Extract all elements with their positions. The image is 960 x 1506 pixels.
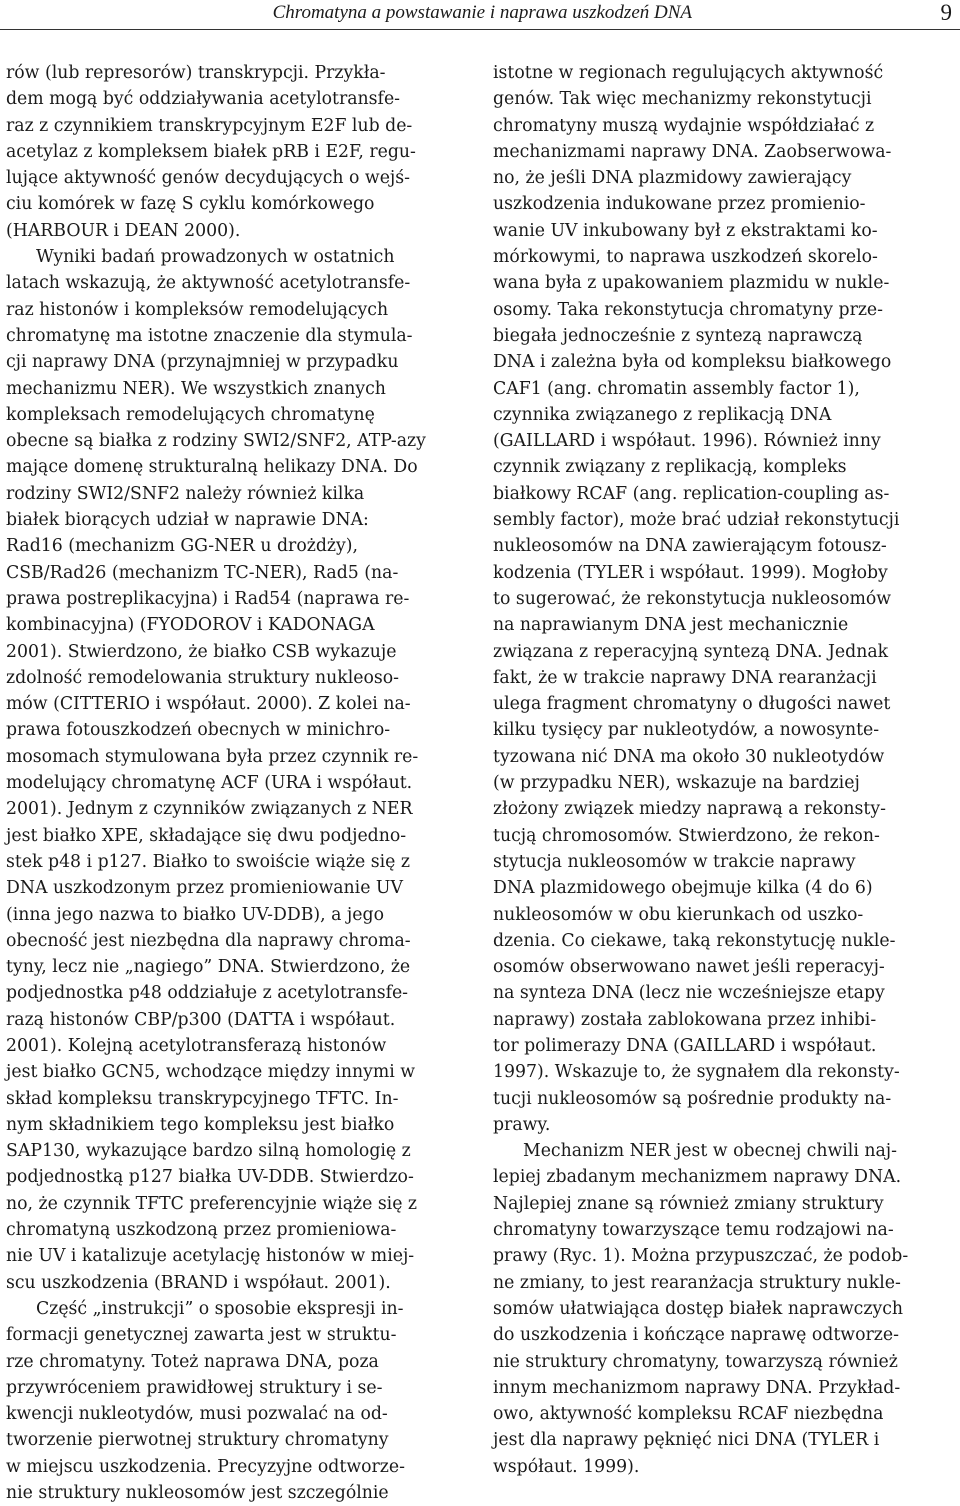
left-paragraph-3: Część „instrukcji” o sposobie ekspresji in- formacji genetycznej zawarta jest w struktu- rze chromatyny. Toteż naprawa DNA, poza przywróceniem prawidłowej struktury i se- kwencji nukleotydów, musi pozwalać na od- tworzenie pierwotnej struktury chromatyny w miejscu uszkodzenia. Precyzyjne odtworze- nie struktury nukleosomów jest szczególnie — [6, 1298, 405, 1504]
right-paragraph-1: istotne w regionach regulujących aktywność genów. Tak więc mechanizmy rekonstytucji chromatyny muszą wydajnie współdziałać z mechanizmami naprawy DNA. Zaobserwowa- no, że jeśli DNA plazmidowy zawierający uszkodzenia indukowane przez promienio- wanie UV inkubowany był z ekstraktami ko- mórkowymi, to naprawa uszkodzeń skorelo- wana była z upakowaniem plazmidu w nukle- osomy. Taka rekonstytucja chromatyny prze- biegała jednocześnie z syntezą naprawczą DNA i zależna była od kompleksu białkowego CAF1 (ang. chromatin assembly factor 1), czynnika związanego z replikacją DNA (GAILLARD i współaut. 1996). Również inny czynnik związany z replikacją, kompleks białkowy RCAF (ang. replication-coupling as- sembly factor), może brać udział rekonstytucji nukleosomów na DNA zawierającym fotousz- kodzenia (TYLER i współaut. 1999). Mogłoby to sugerować, że rekonstytucja nukleosomów na naprawianym DNA jest mechanicznie związana z reperacyjną syntezą DNA. Jednak fakt, że w trakcie naprawy DNA rearanżacji ulega fragment chromatyny o długości nawet kilku tysięcy par nukleotydów, a nowosynte- tyzowana nić DNA ma około 30 nukleotydów (w przypadku NER), wskazuje na bardziej złożony związek miedzy naprawą a rekonsty- tucją chromosomów. Stwierdzono, że rekon- stytucja nukleosomów w trakcie naprawy DNA plazmidowego obejmuje kilka (4 do 6) nukleosomów w obu kierunkach od uszko- dzenia. Co ciekawe, taką rekonstytucję nukle- osomów obserwowano nawet jeśli reperacyj- na synteza DNA (lecz nie wcześniejsze etapy naprawy) została zablokowana przez inhibi- tor polimerazy DNA (GAILLARD i współaut. 1997). Wskazuje to, że sygnałem dla rekonsty- tucji nukleosomów są pośrednie produkty na- prawy. — [493, 63, 900, 1135]
page-number: 9 — [940, 0, 952, 25]
running-header — [0, 0, 960, 34]
header-rule — [0, 29, 960, 30]
left-column — [6, 60, 468, 1506]
left-paragraph-2: Wyniki badań prowadzonych w ostatnich latach wskazują, że aktywność acetylotransfe- raz histonów i kompleksów remodelujących chromatynę ma istotne znaczenie dla stymula- cji naprawy DNA (przynajmniej w przypadku mechanizmu NER). We wszystkich znanych kompleksach remodelujących chromatynę obecne są białka z rodziny SWI2/SNF2, ATP-azy mające domenę strukturalną helikazy DNA. Do rodziny SWI2/SNF2 należy również kilka białek biorących udział w naprawie DNA: Rad16 (mechanizm GG-NER u drożdży), CSB/Rad26 (mechanizm TC-NER), Rad5 (na- prawa postreplikacyjna) i Rad54 (naprawa re- kombinacyjna) (FYODOROV i KADONAGA 2001). Stwierdzono, że białko CSB wykazuje zdolność remodelowania struktury nukleoso- mów (CITTERIO i współaut. 2000). Z kolei na- prawa fotouszkodzeń obecnych w minichro- mosomach stymulowana była przez czynnik re- modelujący chromatynę ACF (URA i współaut. 2001). Jednym z czynników związanych z NER jest białko XPE, składające się dwu podjedno- stek p48 i p127. Białko to swoiście wiąże się z DNA uszkodzonym przez promieniowanie UV (inna jego nazwa to białko UV-DDB), a jego obecność jest niezbędna dla naprawy chroma- tyny, lecz nie „nagiego” DNA. Stwierdzono, że podjednostka p48 oddziałuje z acetylotransfe- razą histonów CBP/p300 (DATTA i współaut. 2001). Kolejną acetylotransferazą histonów jest białko GCN5, wchodzące między innymi w skład kompleksu transkrypcyjnego TFTC. In- nym składnikiem tego kompleksu jest białko SAP130, wykazujące bardzo silną homologię z podjednostką p127 białka UV-DDB. Stwierdzo- no, że czynnik TFTC preferencyjnie wiąże się z chromatyną uszkodzoną przez promieniowa- nie UV i katalizuje acetylację histonów w miej- scu uszkodzenia (BRAND i współaut. 2001). — [6, 247, 426, 1293]
right-column — [493, 60, 955, 1480]
running-title: Chromatyna a powstawanie i naprawa uszkodzeń DNA — [272, 2, 692, 23]
right-paragraph-2: Mechanizm NER jest w obecnej chwili naj- lepiej zbadanym mechanizmem naprawy DNA. Najlepiej znane są również zmiany struktury chromatyny towarzyszące temu rodzajowi na- prawy (Ryc. 1). Można przypuszczać, że podob- ne zmiany, to jest rearanżacja struktury nukle- somów ułatwiająca dostęp białek naprawczych do uszkodzenia i kończące naprawę odtworze- nie struktury chromatyny, towarzyszą również innym mechanizmom naprawy DNA. Przykład- owo, aktywność kompleksu RCAF niezbędna jest dla naprawy pęknięć nici DNA (TYLER i współaut. 1999). — [493, 1141, 909, 1477]
left-paragraph-1: rów (lub represorów) transkrypcji. Przykła- dem mogą być oddziaływania acetylotransfe- raz z czynnikiem transkrypcyjnym E2F lub de- acetylaz z kompleksem białek pRB i E2F, regu- lujące aktywność genów decydujących o wejś- ciu komórek w fazę S cyklu komórkowego (HARBOUR i DEAN 2000). — [6, 63, 416, 241]
